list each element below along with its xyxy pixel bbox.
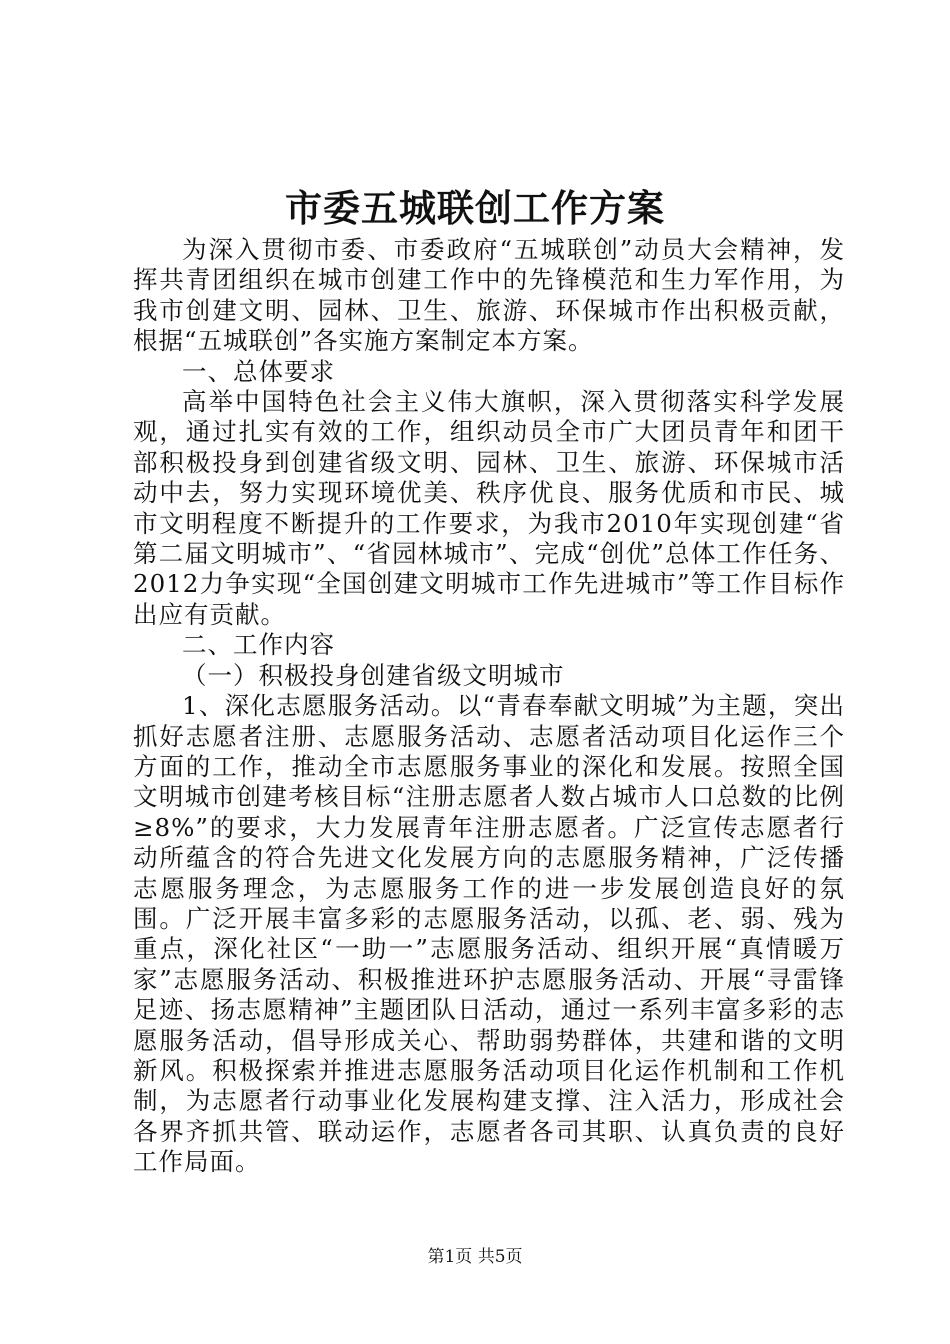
section-heading-general-requirements: 一、总体要求 [182, 356, 335, 386]
document-body [133, 235, 845, 1178]
page-number: 第1页 共5页 [427, 1247, 523, 1267]
document-title: 市委五城联创工作方案 [285, 186, 665, 230]
volunteer-service-paragraph: 1、深化志愿服务活动。以“青春奉献文明城”为主题，突出抓好志愿者注册、志愿服务活动、志愿者活动项目化运作三个方面的工作，推动全市志愿服务事业的深化和发展。按照全国文明城市创建考核目标“注册志愿者人数占城市人口总数的比例≥8%”的要求，大力发展青年注册志愿者。广泛宣传志愿者行动所蕴含的符合先进文化发展方向的志愿服务精神，广泛传播志愿服务理念，为志愿服务工作的进一步发展创造良好的氛围。广泛开展丰富多彩的志愿服务活动，以孤、老、弱、残为重点，深化社区“一助一”志愿服务活动、组织开展“真情暖万家”志愿服务活动、积极推进环护志愿服务活动、开展“寻雷锋足迹、扬志愿精神”主题团队日活动，通过一系列丰富多彩的志愿服务活动，倡导形成关心、帮助弱势群体，共建和谐的文明新风。积极探索并推进志愿服务活动项目化运作机制和工作机制，为志愿者行动事业化发展构建支撑、注入活力，形成社会各界齐抓共管、联动运作，志愿者各司其职、认真负责的良好工作局面。 [133, 691, 845, 1177]
general-requirements-paragraph: 高举中国特色社会主义伟大旗帜，深入贯彻落实科学发展观，通过扎实有效的工作，组织动员全市广大团员青年和团干部积极投身到创建省级文明、园林、卫生、旅游、环保城市活动中去，努力实现环境优美、秩序优良、服务优质和市民、城市文明程度不断提升的工作要求，为我市2010年实现创建“省第二届文明城市”、“省园林城市”、完成“创优”总体工作任务、2012力争实现“全国创建文明城市工作先进城市”等工作目标作出应有贡献。 [133, 387, 845, 629]
intro-paragraph: 为深入贯彻市委、市委政府“五城联创”动员大会精神，发挥共青团组织在城市创建工作中的先锋模范和生力军作用，为我市创建文明、园林、卫生、旅游、环保城市作出积极贡献，根据“五城联创”各实施方案制定本方案。 [133, 235, 845, 356]
subsection-heading-civilized-city: （一）积极投身创建省级文明城市 [182, 660, 565, 690]
section-heading-work-content: 二、工作内容 [182, 630, 335, 660]
